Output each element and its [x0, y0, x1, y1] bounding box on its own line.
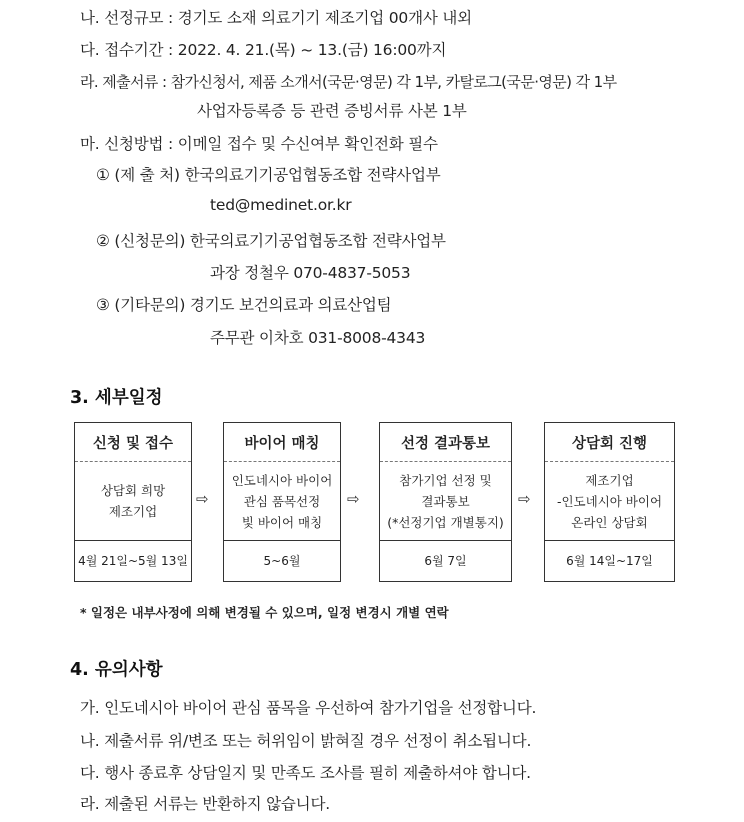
contact-other-person: 주무관 이차호 031-8008-4343: [210, 329, 426, 347]
schedule-note: * 일정은 내부사정에 의해 변경될 수 있으며, 일정 변경시 개별 연락: [80, 605, 449, 620]
selection-scale: 나. 선정규모 : 경기도 소재 의료기기 제조기업 00개사 내외: [80, 9, 472, 27]
step-head: 상담회 진행: [545, 423, 674, 462]
arrow-right-icon: ⇨: [518, 490, 531, 508]
step-head: 바이어 매칭: [224, 423, 340, 462]
list-item: 라. 제출된 서류는 반환하지 않습니다.: [80, 795, 330, 813]
step-date: 5~6월: [224, 540, 340, 580]
step-body-line: 참가기업 선정 및: [399, 472, 492, 488]
step-body-line: 온라인 상담회: [571, 514, 648, 530]
step-date: 6월 7일: [380, 540, 511, 580]
step-body-line: 인도네시아 바이어: [231, 472, 333, 488]
step-head: 신청 및 접수: [75, 423, 191, 462]
step-head: 선정 결과통보: [380, 423, 511, 462]
step-date: 6월 14일~17일: [545, 540, 674, 580]
arrow-right-icon: ⇨: [196, 490, 209, 508]
arrow-right-icon: ⇨: [347, 490, 360, 508]
contact-other: ③ (기타문의) 경기도 보건의료과 의료산업팀: [96, 296, 392, 314]
list-item: 다. 행사 종료후 상담일지 및 만족도 조사를 필히 제출하셔야 합니다.: [80, 764, 531, 782]
application-period: 다. 접수기간 : 2022. 4. 21.(목) ~ 13.(금) 16:00까지: [80, 41, 447, 59]
step-matching: [223, 422, 341, 582]
required-documents: 라. 제출서류 : 참가신청서, 제품 소개서(국문·영문) 각 1부, 카탈로그(국문·영문) 각 1부: [80, 73, 617, 91]
step-body-line: 결과통보: [421, 493, 470, 509]
application-method: 마. 신청방법 : 이메일 접수 및 수신여부 확인전화 필수: [80, 135, 438, 153]
notes-title: 4. 유의사항: [70, 660, 163, 680]
step-date: 4월 21일~5월 13일: [75, 540, 191, 580]
step-body-line: (*선정기업 개별통지): [387, 514, 504, 530]
step-body-line: 상담회 희망: [100, 483, 166, 498]
step-body-line: 빛 바이어 매칭: [241, 514, 323, 530]
step-body-line: -인도네시아 바이어: [556, 493, 663, 509]
list-item: 나. 제출서류 위/변조 또는 허위임이 밝혀질 경우 선정이 취소됩니다.: [80, 732, 532, 750]
step-meeting: [544, 422, 675, 582]
list-item: 가. 인도네시아 바이어 관심 품목을 우선하여 참가기업을 선정합니다.: [80, 699, 537, 717]
step-body-line: 제조기업: [585, 472, 634, 488]
contact-inquiry: ② (신청문의) 한국의료기기공업협동조합 전략사업부: [96, 232, 446, 250]
step-selection: [379, 422, 512, 582]
step-body-line: 제조기업: [108, 504, 158, 519]
step-apply: [74, 422, 192, 582]
contact-submit: ① (제 출 처) 한국의료기기공업협동조합 전략사업부: [96, 166, 441, 184]
step-body-line: 관심 품목선정: [243, 493, 321, 509]
contact-email[interactable]: ted@medinet.or.kr: [210, 196, 352, 214]
schedule-title: 3. 세부일정: [70, 388, 163, 408]
required-documents-cont: 사업자등록증 등 관련 증빙서류 사본 1부: [197, 102, 467, 120]
contact-inquiry-person: 과장 정철우 070-4837-5053: [210, 264, 411, 282]
